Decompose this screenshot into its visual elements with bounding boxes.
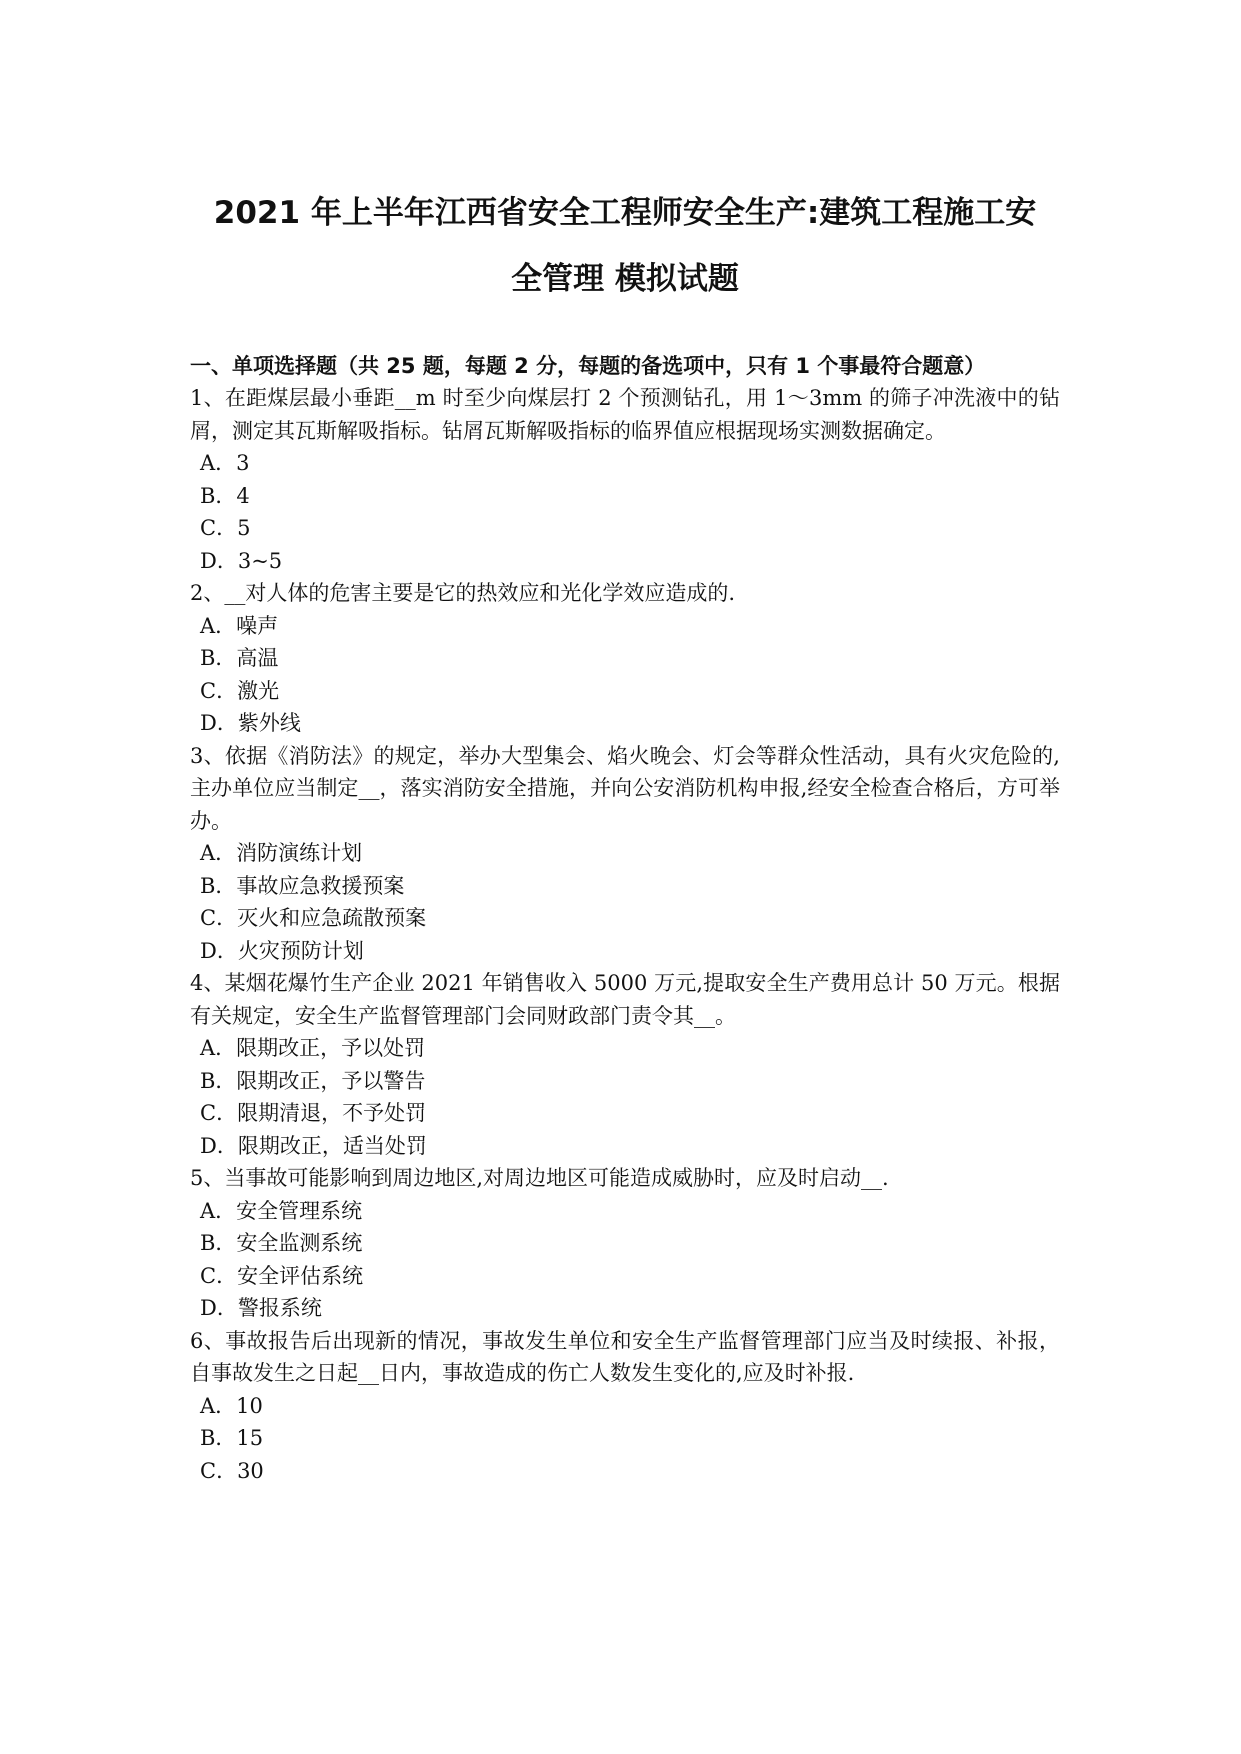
document-title bbox=[190, 180, 1060, 312]
question-item bbox=[190, 577, 1060, 740]
answer-option: B．安全监测系统 bbox=[200, 1231, 363, 1255]
answer-option: A．安全管理系统 bbox=[200, 1198, 363, 1223]
question-text: 1、在距煤层最小垂距__m 时至少向煤层打 2 个预测钻孔，用 1～3mm 的筛子冲洗液中的钻屑，测定其瓦斯解吸指标。钻屑瓦斯解吸指标的临界值应根据现场实测数据确定。 bbox=[190, 386, 1060, 443]
question-item bbox=[190, 1162, 1060, 1325]
answer-option: A．10 bbox=[200, 1393, 263, 1418]
answer-option: D．警报系统 bbox=[200, 1296, 322, 1320]
answer-option: D．火灾预防计划 bbox=[200, 938, 364, 963]
answer-option: C．安全评估系统 bbox=[200, 1263, 364, 1288]
question-text: 6、事故报告后出现新的情况，事故发生单位和安全生产监督管理部门应当及时续报、补报，自事故发生之日起__日内，事故造成的伤亡人数发生变化的,应及时补报. bbox=[190, 1328, 1060, 1385]
title-line-1: 2021 年上半年江西省安全工程师安全生产:建筑工程施工安 bbox=[213, 195, 1037, 231]
answer-option: C．激光 bbox=[200, 678, 280, 703]
question-text: 4、某烟花爆竹生产企业 2021 年销售收入 5000 万元,提取安全生产费用总计 50 万元。根据有关规定，安全生产监督管理部门会同财政部门责令其__。 bbox=[190, 971, 1060, 1028]
answer-option: B．4 bbox=[200, 483, 250, 508]
question-item bbox=[190, 382, 1060, 577]
answer-option: B．高温 bbox=[200, 646, 279, 670]
question-item bbox=[190, 1325, 1060, 1488]
question-list bbox=[190, 382, 1060, 1487]
title-line-2: 全管理 模拟试题 bbox=[511, 261, 739, 297]
answer-option: A．消防演练计划 bbox=[200, 841, 363, 865]
answer-option: D．限期改正，适当处罚 bbox=[200, 1133, 427, 1158]
answer-option: C．30 bbox=[200, 1458, 264, 1483]
answer-option: B．15 bbox=[200, 1426, 264, 1450]
question-item bbox=[190, 967, 1060, 1162]
answer-option: D．紫外线 bbox=[200, 711, 301, 735]
answer-option: A．噪声 bbox=[200, 613, 279, 638]
question-item bbox=[190, 740, 1060, 968]
answer-option: C．限期清退，不予处罚 bbox=[200, 1101, 427, 1125]
document-page bbox=[190, 180, 1060, 1487]
section-heading: 一、单项选择题（共 25 题，每题 2 分，每题的备选项中，只有 1 个事最符合题意） bbox=[190, 354, 986, 378]
answer-option: C．灭火和应急疏散预案 bbox=[200, 906, 427, 930]
answer-option: B．限期改正，予以警告 bbox=[200, 1068, 426, 1093]
question-text: 3、依据《消防法》的规定，举办大型集会、焰火晚会、灯会等群众性活动，具有火灾危险的,主办单位应当制定__，落实消防安全措施，并向公安消防机构申报,经安全检查合格后，方可举办。 bbox=[190, 743, 1060, 833]
answer-option: A．限期改正，予以处罚 bbox=[200, 1036, 426, 1060]
answer-option: B．事故应急救援预案 bbox=[200, 873, 405, 898]
question-text: 5、当事故可能影响到周边地区,对周边地区可能造成威胁时，应及时启动__. bbox=[190, 1166, 889, 1190]
answer-option: C．5 bbox=[200, 516, 251, 540]
question-text: 2、__对人体的危害主要是它的热效应和光化学效应造成的. bbox=[190, 581, 736, 605]
answer-option: D．3~5 bbox=[200, 548, 283, 573]
answer-option: A．3 bbox=[200, 451, 250, 475]
